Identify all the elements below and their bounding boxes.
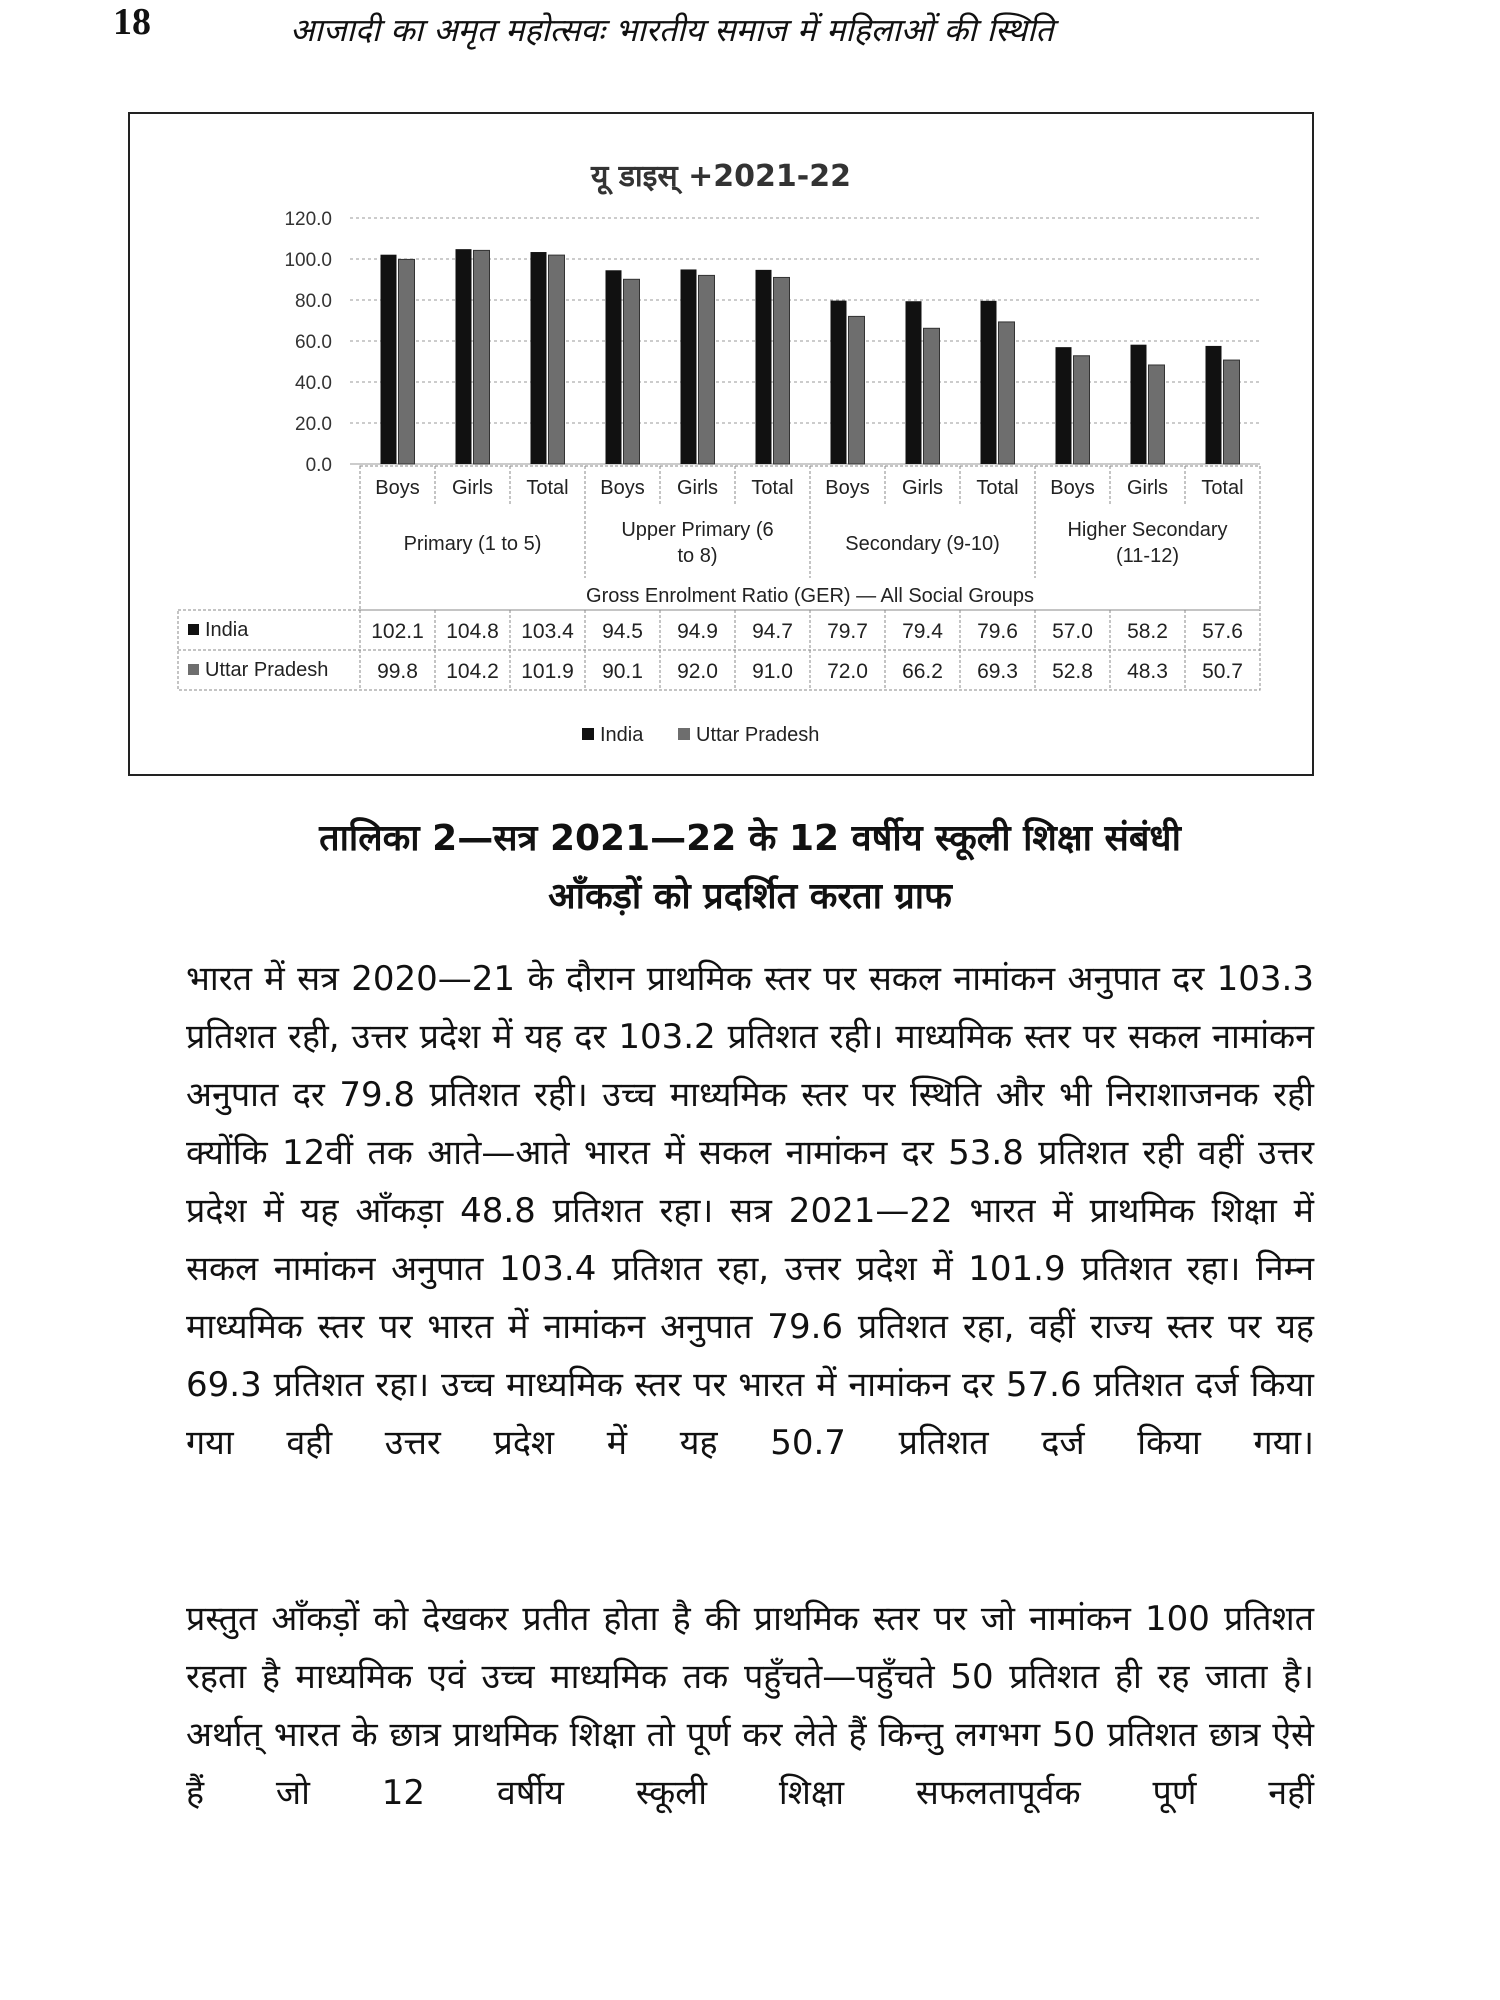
- data-label: 104.8: [446, 620, 499, 643]
- y-tick-label: 20.0: [295, 414, 332, 435]
- body-paragraph-1: भारत में सत्र 2020—21 के दौरान प्राथमिक स्तर पर सकल नामांकन अनुपात दर 103.3 प्रतिशत रही, उत्तर प्रदेश में यह दर 103.2 प्रतिशत रही। माध्यमिक स्तर पर सकल नामांकन अनुपात दर 79.8 प्रतिशत रही। उच्च माध्यमिक स्तर पर स्थिति और भी निराशाजनक रही क्योंकि 12वीं तक आते—आते भारत में सकल नामांकन दर 53.8 प्रतिशत रही वहीं उत्तर प्रदेश में यह आँकड़ा 48.8 प्रतिशत रहा। सत्र 2021—22 भारत में प्राथमिक शिक्षा में सकल नामांकन अनुपात 103.4 प्रतिशत रहा, उत्तर प्रदेश में 101.9 प्रतिशत रहा। निम्न माध्यमिक स्तर पर भारत में नामांकन अनुपात 79.6 प्रतिशत रहा, वहीं राज्य स्तर पर यह 69.3 प्रतिशत रहा। उच्च माध्यमिक स्तर पर भारत में नामांकन दर 57.6 प्रतिशत दर्ज किया गया वही उत्तर प्रदेश में यह 50.7 प्रतिशत दर्ज किया गया।: [186, 959, 1314, 1463]
- bar-uttar-pradesh: [549, 255, 565, 464]
- data-label: 50.7: [1202, 660, 1243, 683]
- chart-figure: [128, 112, 1314, 776]
- data-label: 79.7: [827, 620, 868, 643]
- page-number: 18: [113, 1, 151, 43]
- data-label: 99.8: [377, 660, 418, 683]
- bar-uttar-pradesh: [849, 316, 865, 464]
- legend-swatch: [678, 728, 690, 740]
- bar-india: [1206, 346, 1222, 464]
- category-label: Girls: [1126, 477, 1169, 499]
- bar-india: [831, 301, 847, 464]
- bar-india: [606, 270, 622, 464]
- category-label: Boys: [1050, 477, 1095, 499]
- y-tick-label: 80.0: [295, 291, 332, 312]
- category-label: Girls: [901, 477, 944, 499]
- bar-uttar-pradesh: [474, 250, 490, 464]
- data-label: 69.3: [977, 660, 1018, 683]
- bar-india: [531, 252, 547, 464]
- data-label: 102.1: [371, 620, 424, 643]
- bar-chart: [130, 114, 1312, 774]
- running-title: आजादी का अमृत महोत्सवः भारतीय समाज में महिलाओं की स्थिति: [290, 11, 1054, 49]
- body-paragraph-2: प्रस्तुत आँकड़ों को देखकर प्रतीत होता है की प्राथमिक स्तर पर जो नामांकन 100 प्रतिशत रहता है माध्यमिक एवं उच्च माध्यमिक तक पहुँचते—पहुँचते 50 प्रतिशत ही रह जाता है। अर्थात् भारत के छात्र प्राथमिक शिक्षा तो पूर्ण कर लेते हैं किन्तु लगभग 50 प्रतिशत छात्र ऐसे हैं जो 12 वर्षीय स्कूली शिक्षा सफलतापूर्वक पूर्ण नहीं: [186, 1599, 1314, 1813]
- bar-india: [1131, 345, 1147, 464]
- figure-caption: [150, 810, 1350, 926]
- data-label: 52.8: [1052, 660, 1093, 683]
- legend-label: India: [600, 724, 644, 746]
- group-label: Primary (1 to 5): [403, 533, 542, 555]
- group-label: Higher Secondary: [1067, 519, 1228, 541]
- data-label: 66.2: [902, 660, 943, 683]
- data-label: 72.0: [827, 660, 868, 683]
- legend-swatch: [582, 728, 594, 740]
- group-label: Secondary (9-10): [845, 533, 1000, 555]
- group-label: Upper Primary (6: [621, 519, 774, 541]
- bar-india: [981, 301, 997, 464]
- y-tick-label: 40.0: [295, 373, 332, 394]
- category-label: Boys: [375, 477, 420, 499]
- caption-line-1: तालिका 2—सत्र 2021—22 के 12 वर्षीय स्कूली शिक्षा संबंधी: [319, 818, 1181, 859]
- group-label: (11-12): [1116, 545, 1179, 567]
- caption-line-2: आँकड़ों को प्रदर्शित करता ग्राफ: [548, 876, 952, 917]
- group-label: to 8): [677, 545, 718, 567]
- category-label: Total: [976, 477, 1019, 499]
- data-label: 57.6: [1202, 620, 1243, 643]
- data-label: 79.4: [902, 620, 943, 643]
- bar-india: [906, 301, 922, 464]
- y-tick-label: 60.0: [295, 332, 332, 353]
- bar-uttar-pradesh: [624, 279, 640, 464]
- data-label: 92.0: [677, 660, 718, 683]
- bar-uttar-pradesh: [1149, 365, 1165, 464]
- series-row-label: India: [205, 619, 249, 641]
- bar-uttar-pradesh: [924, 328, 940, 464]
- y-tick-label: 120.0: [284, 209, 332, 230]
- legend-label: Uttar Pradesh: [696, 724, 820, 746]
- category-label: Total: [751, 477, 794, 499]
- series-row-label: Uttar Pradesh: [205, 659, 329, 681]
- bar-uttar-pradesh: [1074, 356, 1090, 464]
- data-label: 94.5: [602, 620, 643, 643]
- bar-india: [381, 255, 397, 464]
- data-label: 101.9: [521, 660, 574, 683]
- bar-uttar-pradesh: [1224, 360, 1240, 464]
- y-tick-label: 100.0: [284, 250, 332, 271]
- bar-uttar-pradesh: [699, 275, 715, 464]
- chart-title: यू डाइस् +2021-22: [591, 159, 851, 194]
- category-label: Girls: [451, 477, 494, 499]
- legend-key-swatch: [188, 664, 199, 675]
- bar-uttar-pradesh: [999, 322, 1015, 464]
- data-label: 103.4: [521, 620, 574, 643]
- bar-india: [681, 269, 697, 464]
- data-label: 58.2: [1127, 620, 1168, 643]
- data-label: 48.3: [1127, 660, 1168, 683]
- legend-key-swatch: [188, 624, 199, 635]
- data-label: 79.6: [977, 620, 1018, 643]
- bar-india: [456, 249, 472, 464]
- data-label: 104.2: [446, 660, 499, 683]
- category-label: Total: [1201, 477, 1244, 499]
- category-label: Total: [526, 477, 569, 499]
- data-label: 94.9: [677, 620, 718, 643]
- category-label: Boys: [600, 477, 645, 499]
- axis-super-label: Gross Enrolment Ratio (GER) — All Social Groups: [586, 585, 1034, 607]
- data-label: 90.1: [602, 660, 643, 683]
- data-label: 94.7: [752, 620, 793, 643]
- bar-india: [1056, 347, 1072, 464]
- bar-uttar-pradesh: [399, 259, 415, 464]
- category-label: Boys: [825, 477, 870, 499]
- bar-india: [756, 270, 772, 464]
- category-label: Girls: [676, 477, 719, 499]
- bar-uttar-pradesh: [774, 277, 790, 464]
- y-tick-label: 0.0: [305, 455, 332, 476]
- data-label: 91.0: [752, 660, 793, 683]
- data-label: 57.0: [1052, 620, 1093, 643]
